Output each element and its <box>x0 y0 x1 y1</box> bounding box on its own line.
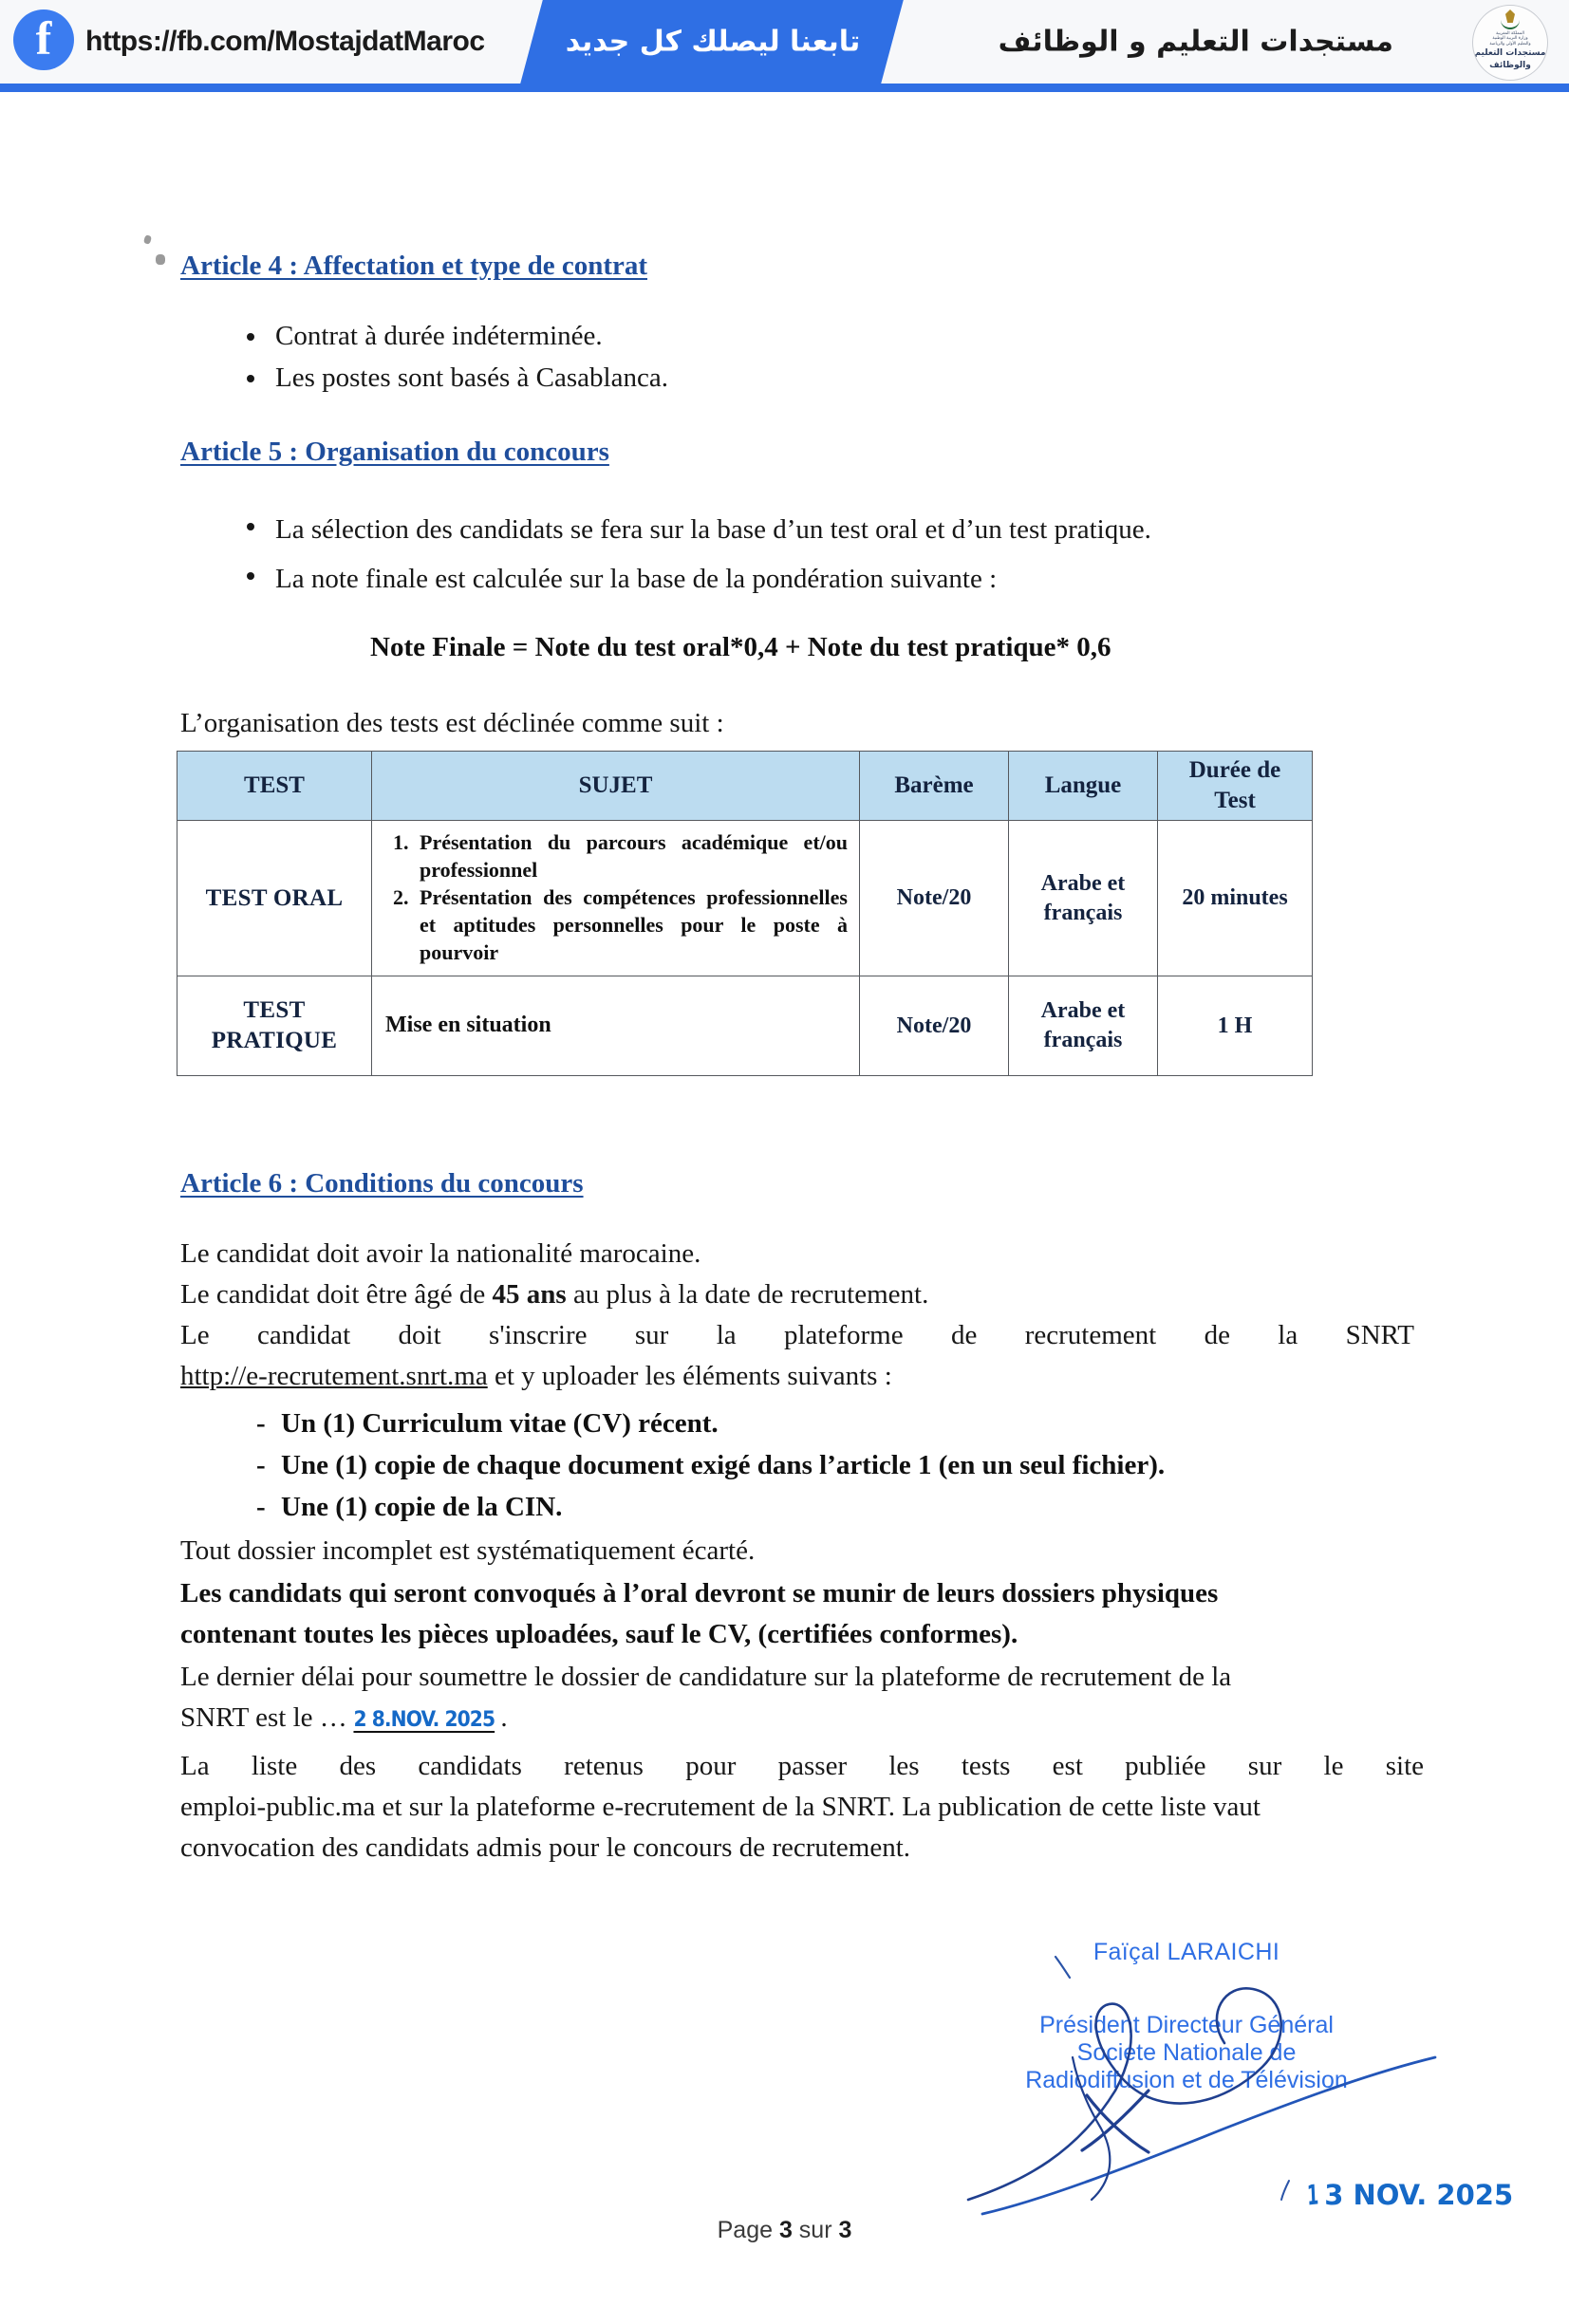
list-item: Contrat à durée indéterminée. <box>235 315 668 357</box>
table-row <box>177 976 1313 1076</box>
table-row <box>177 821 1313 976</box>
cell-duree: 20 minutes <box>1158 821 1313 976</box>
article-4-heading: Article 4 : Affectation et type de contrat <box>180 251 648 281</box>
platform-url-suffix: et y uploader les éléments suivants : <box>487 1361 892 1391</box>
article-5-heading: Article 5 : Organisation du concours <box>180 437 609 467</box>
article-6-heading: Article 6 : Conditions du concours <box>180 1168 584 1199</box>
subject-ordered-list <box>383 828 848 966</box>
column-header-duree-line2: Test <box>1214 788 1256 813</box>
cell-langue-line2: français <box>1043 900 1123 925</box>
cell-subject <box>372 821 860 976</box>
deadline-date-stamp: 2 8.NOV. 2025 <box>353 1708 495 1732</box>
promo-banner <box>0 0 1569 84</box>
facebook-url-label[interactable]: https://fb.com/MostajdatMaroc <box>85 26 485 57</box>
cell-langue <box>1009 976 1158 1076</box>
article-4-bullet-list <box>235 315 668 399</box>
results-publication-line3: convocation des candidats admis pour le concours de recrutement. <box>180 1832 911 1863</box>
final-grade-formula: Note Finale = Note du test oral*0,4 + Note du test pratique* 0,6 <box>370 632 1111 662</box>
deadline-line2 <box>180 1698 1424 1740</box>
physical-dossier-line2: contenant toutes les pièces uploadées, sauf le CV, (certifiées conformes). <box>180 1619 1018 1649</box>
seal-name-line2: والوظائف <box>1489 61 1531 71</box>
list-item: - Une (1) copie de la CIN. <box>235 1486 1165 1528</box>
column-header-langue: Langue <box>1009 752 1158 821</box>
cell-test-name-line1: TEST <box>243 997 306 1023</box>
facebook-icon[interactable] <box>13 9 74 70</box>
deadline-line1: Le dernier délai pour soumettre le dossier de candidature sur la plateforme de recrutement de la <box>180 1662 1232 1692</box>
received-date-stamp <box>1303 2179 1513 2211</box>
signature-block <box>959 1939 1414 2094</box>
seal-ministry-text: المملكة المغربية وزارة التربية الوطنية والتعليم الأولي والرياضة <box>1489 31 1531 46</box>
signatory-role-line3: Radiodiffusion et de Télévision <box>1025 2067 1348 2093</box>
stamp-date-text: 3 NOV. 2025 <box>1324 2179 1514 2211</box>
stamp-mark-glyph: 1 <box>1306 2178 1319 2212</box>
cell-bareme: Note/20 <box>860 976 1009 1076</box>
required-documents-list <box>235 1403 1165 1528</box>
age-requirement <box>180 1274 1414 1315</box>
list-item: La note finale est calculée sur la base de la pondération suivante : <box>235 554 1151 604</box>
physical-dossier-line1: Les candidats qui seront convoqués à l’oral devront se munir de leurs dossiers physiques <box>180 1578 1219 1608</box>
column-header-duree-line1: Durée de <box>1188 757 1281 783</box>
scan-artifact <box>143 234 152 245</box>
table-header-row <box>177 752 1313 821</box>
cell-bareme: Note/20 <box>860 821 1009 976</box>
cell-langue <box>1009 821 1158 976</box>
list-item: Les postes sont basés à Casablanca. <box>235 357 668 399</box>
cell-test-name <box>177 976 372 1076</box>
list-item: La sélection des candidats se fera sur la base d’un test oral et d’un test pratique. <box>235 505 1151 554</box>
signatory-role-line1: Président Directeur Général <box>1039 2012 1334 2038</box>
cell-langue-line1: Arabe et <box>1040 998 1126 1023</box>
tests-table <box>177 751 1313 1076</box>
age-text-after: au plus à la date de recrutement. <box>566 1279 929 1310</box>
cell-subject: Mise en situation <box>372 976 860 1076</box>
banner-underline <box>0 84 1569 92</box>
deadline-prefix: SNRT est le … <box>180 1702 347 1733</box>
footer-current-page: 3 <box>778 2217 793 2243</box>
cell-langue-line2: français <box>1043 1028 1123 1052</box>
erecruitment-link[interactable]: http://e-recrutement.snrt.ma <box>180 1361 488 1391</box>
banner-site-title: مستجدات التعليم و الوظائف <box>998 25 1393 59</box>
banner-slab-text: تابعنا ليصلك كل جديد <box>565 25 861 59</box>
table-intro-text: L’organisation des tests est déclinée comme suit : <box>180 708 724 738</box>
results-publication-line2: emploi-public.ma et sur la plateforme e-recrutement de la SNRT. La publication de cette liste vaut <box>180 1792 1261 1822</box>
seal-name-line1: مستجدات التعليم <box>1474 48 1546 59</box>
morocco-crest-icon <box>1500 9 1521 30</box>
cell-test-name: TEST ORAL <box>177 821 372 976</box>
page-footer <box>0 2217 1569 2244</box>
signatory-role-line2: Societe Nationale de <box>1076 2039 1297 2066</box>
column-header-bareme: Barème <box>860 752 1009 821</box>
facebook-f-glyph: f <box>35 11 52 65</box>
article-5-bullet-list <box>235 505 1151 604</box>
nationality-requirement: Le candidat doit avoir la nationalité marocaine. <box>180 1238 701 1269</box>
platform-url-line <box>180 1356 1414 1397</box>
list-item: 2. Présentation des compétences professionnelles et aptitudes personnelles pour le poste à pourvoir <box>414 883 848 966</box>
footer-middle: sur <box>792 2217 839 2243</box>
age-text-before: Le candidat doit être âgé de <box>180 1279 493 1310</box>
deadline-suffix: . <box>500 1702 508 1733</box>
footer-total-pages: 3 <box>838 2217 852 2243</box>
scan-artifact <box>156 254 165 265</box>
site-seal-logo <box>1472 5 1548 81</box>
column-header-sujet: SUJET <box>372 752 860 821</box>
list-item: - Un (1) Curriculum vitae (CV) récent. <box>235 1403 1165 1444</box>
column-header-duree <box>1158 752 1313 821</box>
tests-table-wrapper <box>177 751 1312 1076</box>
signatory-role <box>959 2012 1414 2094</box>
footer-prefix: Page <box>717 2217 779 2243</box>
column-header-test: TEST <box>177 752 372 821</box>
age-value: 45 ans <box>492 1279 567 1310</box>
signatory-name: Faïçal LARAICHI <box>1093 1939 1280 1965</box>
cell-langue-line1: Arabe et <box>1040 870 1126 896</box>
cell-test-name-line2: PRATIQUE <box>211 1028 338 1053</box>
results-publication-line1: La liste des candidats retenus pour passer les tests est publiée sur le site <box>180 1751 1424 1781</box>
cell-duree: 1 H <box>1158 976 1313 1076</box>
incomplete-file-notice: Tout dossier incomplet est systématiquement écarté. <box>180 1535 756 1566</box>
registration-requirement: Le candidat doit s'inscrire sur la plateforme de recrutement de la SNRT <box>180 1320 1414 1350</box>
list-item: - Une (1) copie de chaque document exigé dans l’article 1 (en un seul fichier). <box>235 1444 1165 1486</box>
list-item: 1. Présentation du parcours académique et/ou professionnel <box>414 828 848 883</box>
